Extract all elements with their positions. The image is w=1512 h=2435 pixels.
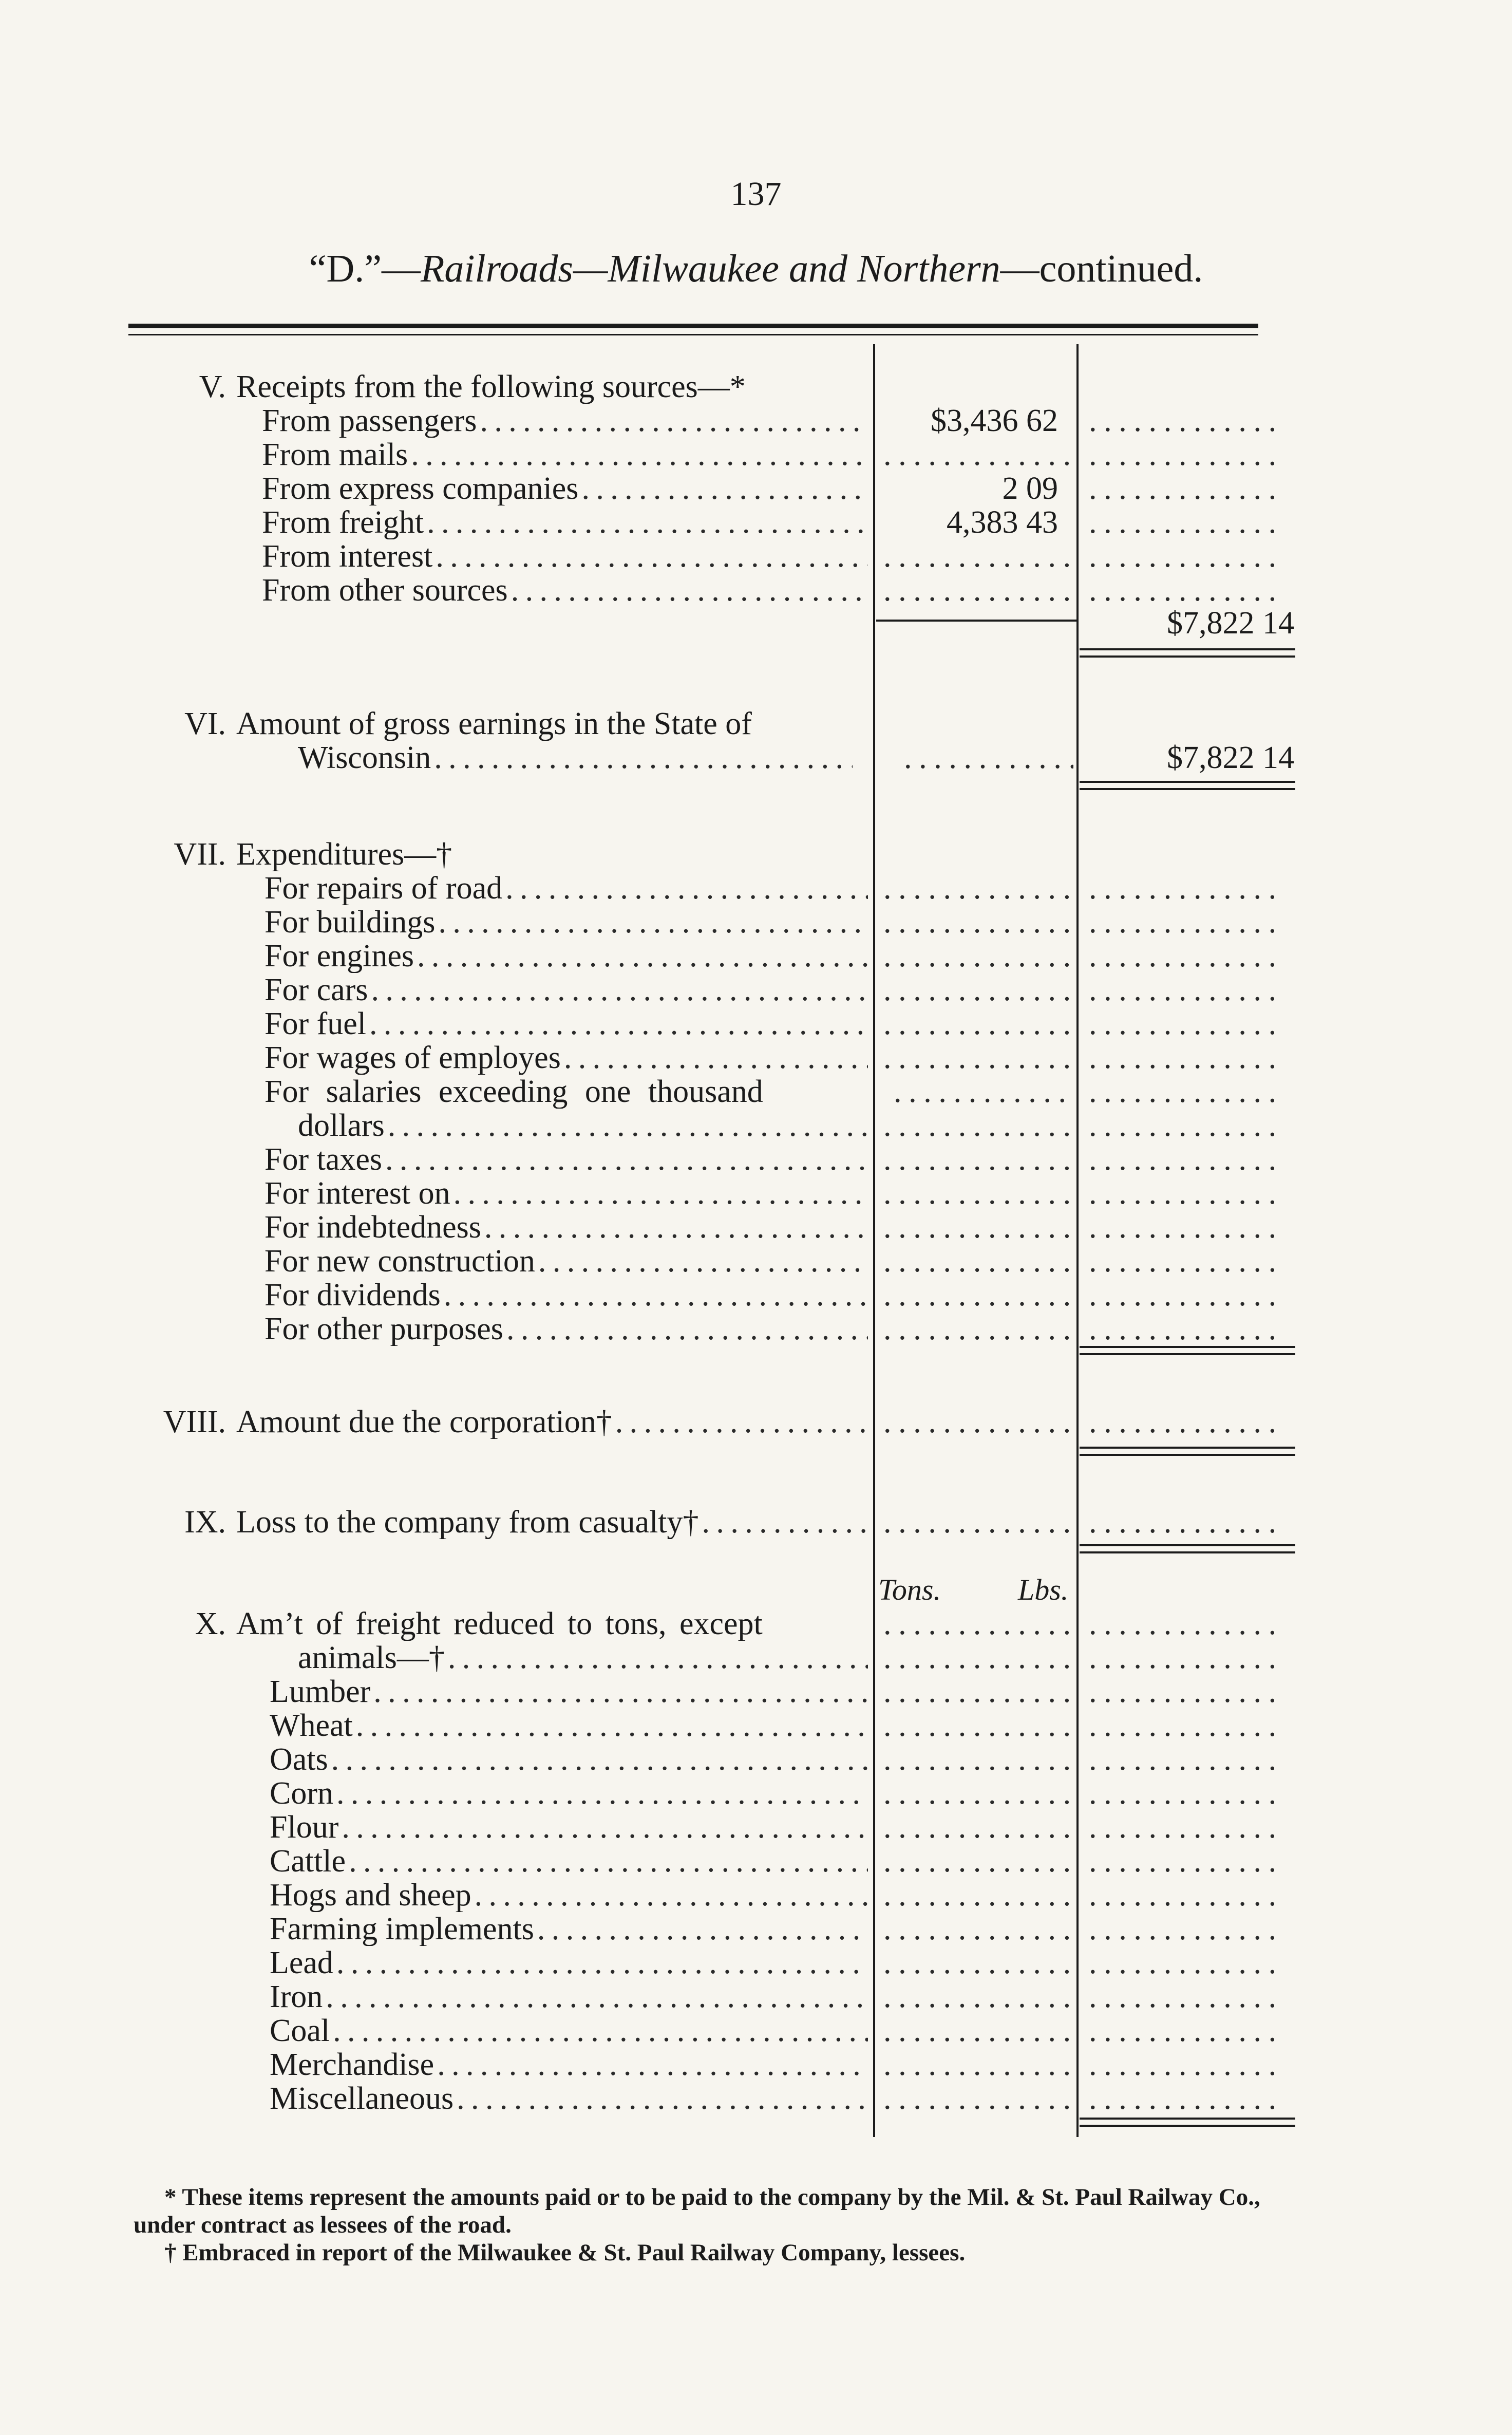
table-row	[0, 905, 1512, 939]
dot-leader	[1089, 1743, 1284, 1776]
dot-leader	[1089, 472, 1284, 505]
row-label: From passengers	[262, 404, 477, 438]
row-label: For cars	[264, 973, 368, 1007]
row-label: Iron	[270, 1980, 323, 2014]
row-label: For dividends	[264, 1278, 441, 1312]
dot-leader	[1089, 1244, 1284, 1278]
row-label: Wheat	[270, 1709, 353, 1743]
dot-leader	[371, 973, 868, 1007]
section-vii-title: Expenditures—†	[236, 837, 452, 871]
page-number: 137	[730, 175, 782, 213]
dot-leader	[1089, 1505, 1284, 1539]
dot-leader	[883, 1007, 1073, 1041]
row-label: Coal	[270, 2014, 330, 2048]
table-row	[0, 404, 1512, 438]
row-label: From freight	[262, 505, 424, 539]
dot-leader	[1089, 1109, 1284, 1142]
dot-leader	[457, 2082, 868, 2115]
section-vii-numeral: VII.	[174, 837, 226, 872]
table-row	[0, 505, 1512, 539]
table-row	[0, 1641, 1512, 1675]
dot-leader	[356, 1709, 868, 1743]
dot-leader	[883, 1109, 1073, 1142]
dot-leader	[1089, 1075, 1284, 1109]
dot-leader	[883, 1405, 1073, 1439]
row-label: For fuel	[264, 1007, 367, 1041]
table-row	[0, 472, 1512, 505]
row-label: Merchandise	[270, 2048, 434, 2082]
section-viii-title: Amount due the corporation†	[236, 1405, 612, 1439]
dot-leader	[904, 741, 1073, 775]
row-label: Lumber	[270, 1675, 371, 1709]
row-label: For salaries exceeding one thousand	[264, 1075, 763, 1109]
dot-leader	[883, 1278, 1073, 1312]
section-vi-title: Amount of gross earnings in the State of	[236, 707, 752, 741]
dot-leader	[438, 905, 868, 939]
dot-leader	[388, 1109, 868, 1142]
page-heading	[0, 247, 1512, 291]
dot-leader	[1089, 905, 1284, 939]
row-label: For repairs of road	[264, 871, 503, 905]
dot-leader	[883, 1312, 1073, 1346]
row-label: For taxes	[264, 1142, 383, 1176]
dot-leader	[1089, 1776, 1284, 1810]
dot-leader	[883, 905, 1073, 939]
dot-leader	[436, 539, 868, 573]
table-row	[0, 1312, 1512, 1346]
section-x-title-cont: animals—†	[298, 1641, 445, 1675]
dot-leader	[894, 1075, 1073, 1109]
dot-leader	[1089, 1675, 1284, 1709]
table-row	[0, 539, 1512, 573]
table-row	[0, 1210, 1512, 1244]
dot-leader	[434, 741, 853, 775]
dot-leader	[581, 472, 868, 505]
section-vii-title-row	[0, 837, 1512, 871]
table-row	[0, 1912, 1512, 1946]
dot-leader	[1089, 939, 1284, 973]
table-row	[0, 1075, 1512, 1109]
dot-leader	[411, 438, 868, 472]
table-row	[0, 2048, 1512, 2082]
amount-cell: $3,436 62	[931, 404, 1058, 438]
section-v-title-row	[0, 370, 1512, 404]
dot-leader	[331, 1743, 868, 1776]
table-row	[0, 573, 1512, 607]
dot-leader	[883, 1176, 1073, 1210]
section-viii-numeral: VIII.	[163, 1404, 226, 1439]
dot-leader	[1089, 1041, 1284, 1075]
table-row	[0, 1041, 1512, 1075]
dot-leader	[883, 1675, 1073, 1709]
dot-leader	[1089, 1980, 1284, 2014]
dot-leader	[883, 1912, 1073, 1946]
table-row	[0, 1878, 1512, 1912]
dot-leader	[883, 573, 1073, 607]
footnotes	[134, 2183, 1305, 2267]
dot-leader	[883, 1743, 1073, 1776]
row-label: dollars	[298, 1109, 385, 1142]
dot-leader	[417, 939, 868, 973]
row-label: For wages of employes	[264, 1041, 561, 1075]
total-double-rule-bottom	[1080, 788, 1295, 790]
total-double-rule-top	[1080, 1544, 1295, 1546]
section-x-title: Am’t of freight reduced to tons, except	[236, 1607, 763, 1641]
dot-leader	[883, 2048, 1073, 2082]
dot-leader	[615, 1405, 868, 1439]
dot-leader	[702, 1505, 868, 1539]
table-row	[0, 871, 1512, 905]
heading-prefix: “D.”—	[309, 247, 421, 290]
table-row	[0, 939, 1512, 973]
total-cell: $7,822 14	[1167, 606, 1294, 640]
heading-italic: Railroads—Milwaukee and Northern	[420, 247, 1000, 290]
table-row	[0, 1142, 1512, 1176]
table-row	[0, 741, 1512, 775]
dot-leader	[883, 539, 1073, 573]
dot-leader	[480, 404, 868, 438]
dot-leader	[336, 1946, 868, 1980]
dot-leader	[1089, 973, 1284, 1007]
total-double-rule-top	[1080, 1447, 1295, 1449]
total-double-rule-bottom	[1080, 1454, 1295, 1456]
dot-leader	[1089, 2014, 1284, 2048]
dot-leader	[1089, 871, 1284, 905]
dot-leader	[564, 1041, 868, 1075]
dot-leader	[1089, 1278, 1284, 1312]
dot-leader	[511, 573, 868, 607]
dot-leader	[883, 1142, 1073, 1176]
dot-leader	[448, 1641, 868, 1675]
dot-leader	[342, 1810, 868, 1844]
dot-leader	[1089, 1312, 1284, 1346]
dot-leader	[1089, 2048, 1284, 2082]
row-label: For other purposes	[264, 1312, 503, 1346]
row-label: For buildings	[264, 905, 436, 939]
dot-leader	[883, 1607, 1073, 1641]
dot-leader	[1089, 505, 1284, 539]
table-row	[0, 1109, 1512, 1142]
table-row	[0, 1810, 1512, 1844]
dot-leader	[883, 1776, 1073, 1810]
dot-leader	[1089, 1844, 1284, 1878]
footnote-star: * These items represent the amounts paid or to be paid to the company by the Mil. & St. Paul Railway Co., under contract as lessees of the road.	[134, 2184, 1260, 2238]
section-viii-row	[0, 1405, 1512, 1439]
dot-leader	[437, 2048, 868, 2082]
section-v-total-row	[0, 606, 1512, 640]
section-ix-title: Loss to the company from casualty†	[236, 1505, 699, 1539]
heading-rule-thin	[128, 334, 1258, 335]
row-label: Corn	[270, 1776, 333, 1810]
section-vi-title-row	[0, 707, 1512, 741]
dot-leader	[883, 2014, 1073, 2048]
table-row	[0, 1176, 1512, 1210]
dot-leader	[1089, 1946, 1284, 1980]
dot-leader	[883, 1505, 1073, 1539]
dot-leader	[1089, 1405, 1284, 1439]
dot-leader	[385, 1142, 868, 1176]
total-cell: $7,822 14	[1167, 741, 1294, 775]
dot-leader	[1089, 1878, 1284, 1912]
table-row	[0, 1946, 1512, 1980]
dot-leader	[883, 1844, 1073, 1878]
dot-leader	[1089, 1641, 1284, 1675]
row-label: Miscellaneous	[270, 2082, 454, 2115]
total-double-rule-bottom	[1080, 655, 1295, 658]
dot-leader	[883, 939, 1073, 973]
section-ix-numeral: IX.	[184, 1505, 226, 1540]
dot-leader	[883, 1810, 1073, 1844]
heading-rule-thick	[128, 324, 1258, 328]
dot-leader	[1089, 2082, 1284, 2115]
dot-leader	[444, 1278, 868, 1312]
dot-leader	[883, 1641, 1073, 1675]
unit-tons-header: Tons.	[878, 1573, 941, 1606]
dot-leader	[1089, 1142, 1284, 1176]
section-v-numeral: V.	[199, 369, 226, 404]
dot-leader	[326, 1980, 868, 2014]
dot-leader	[453, 1176, 868, 1210]
table-row	[0, 1675, 1512, 1709]
dot-leader	[506, 1312, 868, 1346]
dot-leader	[883, 1041, 1073, 1075]
table-row	[0, 1743, 1512, 1776]
table-row	[0, 438, 1512, 472]
row-label: From mails	[262, 438, 408, 472]
dot-leader	[538, 1244, 868, 1278]
table-row	[0, 2082, 1512, 2115]
table-row	[0, 2014, 1512, 2048]
table-row	[0, 1278, 1512, 1312]
section-vi-numeral: VI.	[184, 706, 226, 741]
dot-leader	[883, 438, 1073, 472]
total-double-rule-bottom	[1080, 1551, 1295, 1553]
table-row	[0, 1980, 1512, 2014]
row-label: For engines	[264, 939, 414, 973]
dot-leader	[427, 505, 868, 539]
dot-leader	[883, 871, 1073, 905]
total-double-rule-top	[1080, 2118, 1295, 2120]
dot-leader	[333, 2014, 868, 2048]
row-label: From express companies	[262, 472, 579, 505]
row-label: For new construction	[264, 1244, 535, 1278]
table-row	[0, 1244, 1512, 1278]
total-double-rule-bottom	[1080, 2125, 1295, 2127]
row-label: Flour	[270, 1810, 339, 1844]
unit-lbs-header: Lbs.	[1018, 1573, 1069, 1606]
dot-leader	[1089, 1810, 1284, 1844]
dot-leader	[349, 1844, 868, 1878]
section-ix-row	[0, 1505, 1512, 1539]
section-x-title-row	[0, 1607, 1512, 1641]
dot-leader	[883, 1878, 1073, 1912]
dot-leader	[336, 1776, 868, 1810]
dot-leader	[883, 1980, 1073, 2014]
row-label: For indebtedness	[264, 1210, 481, 1244]
dot-leader	[1089, 1709, 1284, 1743]
row-label: Cattle	[270, 1844, 346, 1878]
dot-leader	[883, 2082, 1073, 2115]
total-double-rule-top	[1080, 1346, 1295, 1348]
total-double-rule-bottom	[1080, 1353, 1295, 1355]
table-row	[0, 973, 1512, 1007]
amount-cell: 4,383 43	[947, 505, 1058, 539]
row-label: Hogs and sheep	[270, 1878, 471, 1912]
dot-leader	[1089, 1176, 1284, 1210]
dot-leader	[537, 1912, 868, 1946]
dot-leader	[883, 1210, 1073, 1244]
dot-leader	[1089, 539, 1284, 573]
dot-leader	[505, 871, 868, 905]
table-row	[0, 1844, 1512, 1878]
amount-cell: 2 09	[1002, 472, 1058, 505]
row-label: Oats	[270, 1743, 328, 1776]
dot-leader	[883, 1709, 1073, 1743]
table-row	[0, 1007, 1512, 1041]
section-v-title: Receipts from the following sources—*	[236, 370, 746, 404]
heading-suffix: —continued.	[1000, 247, 1203, 290]
row-label: From interest	[262, 539, 433, 573]
total-double-rule-top	[1080, 648, 1295, 650]
dot-leader	[883, 1244, 1073, 1278]
dot-leader	[1089, 1007, 1284, 1041]
row-label: Farming implements	[270, 1912, 534, 1946]
dot-leader	[1089, 438, 1284, 472]
table-row	[0, 1709, 1512, 1743]
dot-leader	[369, 1007, 868, 1041]
footnote-dagger: † Embraced in report of the Milwaukee & St. Paul Railway Company, lessees.	[164, 2239, 966, 2266]
dot-leader	[883, 973, 1073, 1007]
dot-leader	[1089, 1210, 1284, 1244]
dot-leader	[883, 1946, 1073, 1980]
total-double-rule-top	[1080, 781, 1295, 783]
dot-leader	[1089, 1912, 1284, 1946]
dot-leader	[1089, 573, 1284, 607]
dot-leader	[475, 1878, 868, 1912]
dot-leader	[1089, 404, 1284, 438]
section-vi-title-cont: Wisconsin	[298, 741, 431, 775]
dot-leader	[373, 1675, 868, 1709]
section-x-numeral: X.	[195, 1606, 226, 1641]
table-row	[0, 1776, 1512, 1810]
row-label: Lead	[270, 1946, 333, 1980]
dot-leader	[1089, 1607, 1284, 1641]
row-label: For interest on	[264, 1176, 450, 1210]
row-label: From other sources	[262, 573, 508, 607]
dot-leader	[484, 1210, 868, 1244]
